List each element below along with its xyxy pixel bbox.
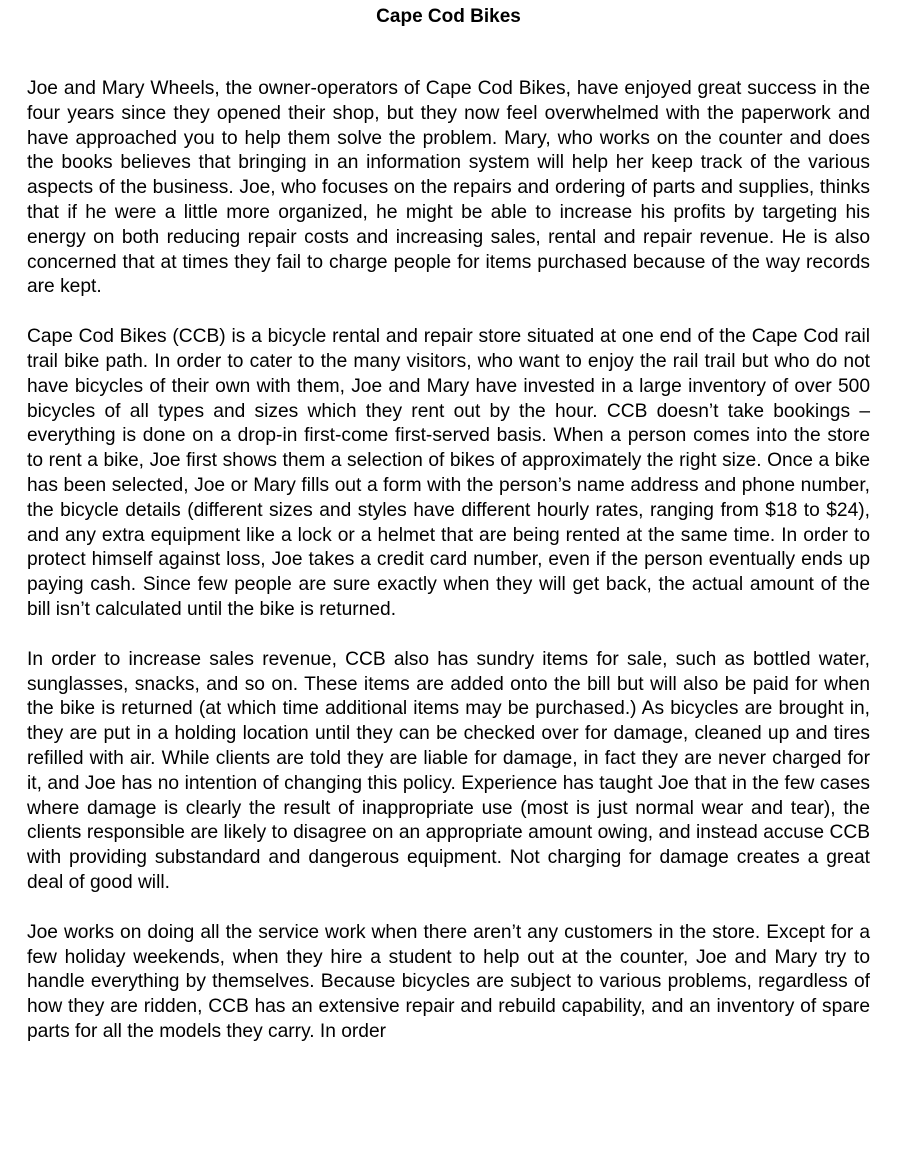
- paragraph-service: Joe works on doing all the service work when there aren’t any customers in the store. Except for a few holiday weekends, when they hire a student to help out at the counter, Joe and Mary try to handle everything by themselves. Because bicycles are subject to various problems, regardless of how they are ridden, CCB has an extensive repair and rebuild capability, and an inventory of spare parts for all the models they carry. In order: [27, 921, 870, 1042]
- document-title: Cape Cod Bikes: [376, 6, 521, 27]
- document-page: [27, 0, 870, 1045]
- paragraph-sales: In order to increase sales revenue, CCB also has sundry items for sale, such as bottled water, sunglasses, snacks, and so on. These items are added onto the bill but will also be paid for when the bike is returned (at which time additional items may be purchased.) As bicycles are brought in, they are put in a holding location until they can be checked over for damage, cleaned up and tires refilled with air. While clients are told they are liable for damage, in fact they are never charged for it, and Joe has no intention of changing this policy. Experience has taught Joe that in the few cases where damage is clearly the result of inappropriate use (most is just normal wear and tear), the clients responsible are likely to disagree on an appropriate amount owing, and instead accuse CCB with providing substandard and dangerous equipment. Not charging for damage creates a great deal of good will.: [27, 648, 870, 893]
- paragraph-rentals: Cape Cod Bikes (CCB) is a bicycle rental and repair store situated at one end of the Cape Cod rail trail bike path. In order to cater to the many visitors, who want to enjoy the rail trail but who do not have bicycles of their own with them, Joe and Mary have invested in a large inventory of over 500 bicycles of all types and sizes which they rent out by the hour. CCB doesn’t take bookings – everything is done on a drop-in first-come first-served basis. When a person comes into the store to rent a bike, Joe first shows them a selection of bikes of approximately the right size. Once a bike has been selected, Joe or Mary fills out a form with the person’s name address and phone number, the bicycle details (different sizes and styles have different hourly rates, ranging from $18 to $24), and any extra equipment like a lock or a helmet that are being rented at the same time. In order to protect himself against loss, Joe takes a credit card number, even if the person eventually ends up paying cash. Since few people are sure exactly when they will get back, the actual amount of the bill isn’t calculated until the bike is returned.: [27, 326, 870, 620]
- paragraph-owners: Joe and Mary Wheels, the owner-operators of Cape Cod Bikes, have enjoyed great success in the four years since they opened their shop, but they now feel overwhelmed with the paperwork and have approached you to help them solve the problem. Mary, who works on the counter and does the books believes that bringing in an information system will help her keep track of the various aspects of the business. Joe, who focuses on the repairs and ordering of parts and supplies, thinks that if he were a little more organized, he might be able to increase his profits by targeting his energy on both reducing repair costs and increasing sales, rental and repair revenue. He is also concerned that at times they fail to charge people for items purchased because of the way records are kept.: [27, 78, 870, 298]
